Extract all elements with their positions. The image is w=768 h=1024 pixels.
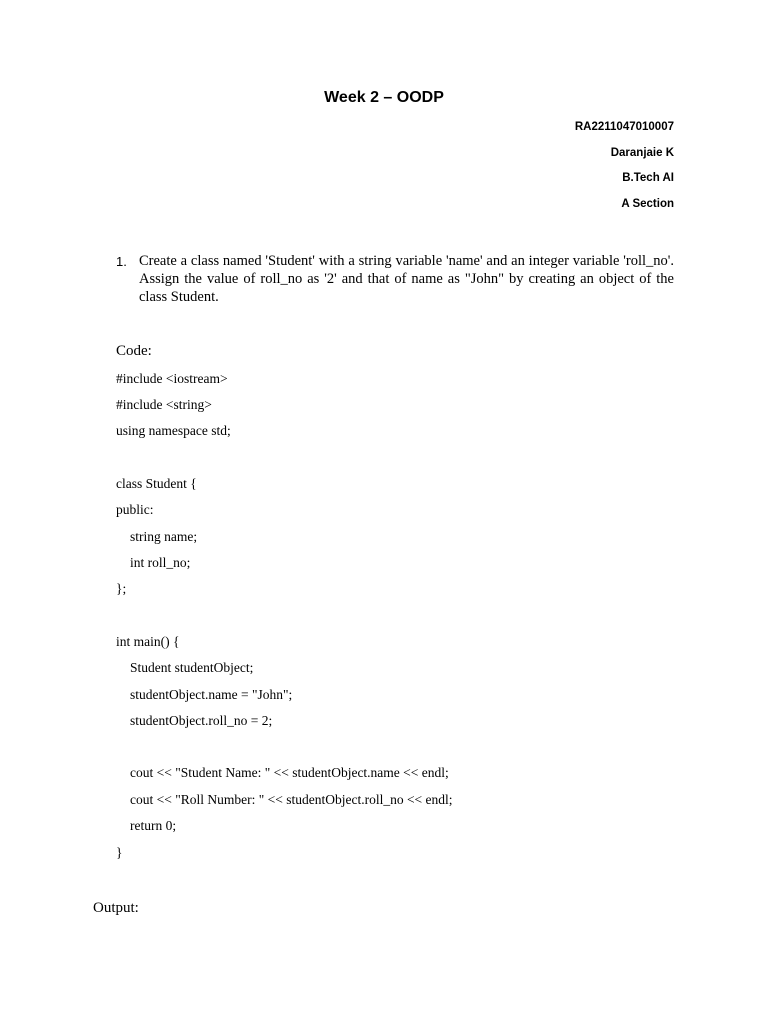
program-name: B.Tech AI [622, 172, 674, 184]
code-line: class Student { [116, 476, 197, 491]
code-line: studentObject.roll_no = 2; [130, 713, 273, 728]
code-line: cout << "Roll Number: " << studentObject.roll_no << endl; [130, 792, 453, 807]
code-line: int main() { [116, 634, 180, 649]
section-name: A Section [621, 198, 674, 210]
code-line: using namespace std; [116, 423, 231, 438]
output-label: Output: [93, 900, 139, 916]
code-line: int roll_no; [130, 555, 191, 570]
code-line: }; [116, 581, 127, 596]
question-number: 1. [116, 254, 127, 269]
code-label: Code: [116, 343, 152, 359]
code-line: cout << "Student Name: " << studentObject.name << endl; [130, 765, 449, 780]
page-title: Week 2 – OODP [324, 89, 444, 106]
student-name: Daranjaie K [610, 147, 674, 159]
registration-number: RA2211047010007 [574, 121, 674, 133]
code-line: studentObject.name = "John"; [130, 687, 293, 702]
code-line: public: [116, 502, 154, 517]
code-line: #include <iostream> [116, 371, 228, 386]
code-line: Student studentObject; [130, 660, 254, 675]
code-line: return 0; [130, 818, 177, 833]
code-line: } [116, 845, 123, 860]
question-text: Create a class named 'Student' with a string variable 'name' and an integer variable 'roll_no'. Assign the value of roll_no as '2' and that of name as "John" by creating an object of the class Student. [139, 253, 674, 305]
code-line: string name; [130, 529, 198, 544]
code-line: #include <string> [116, 397, 212, 412]
